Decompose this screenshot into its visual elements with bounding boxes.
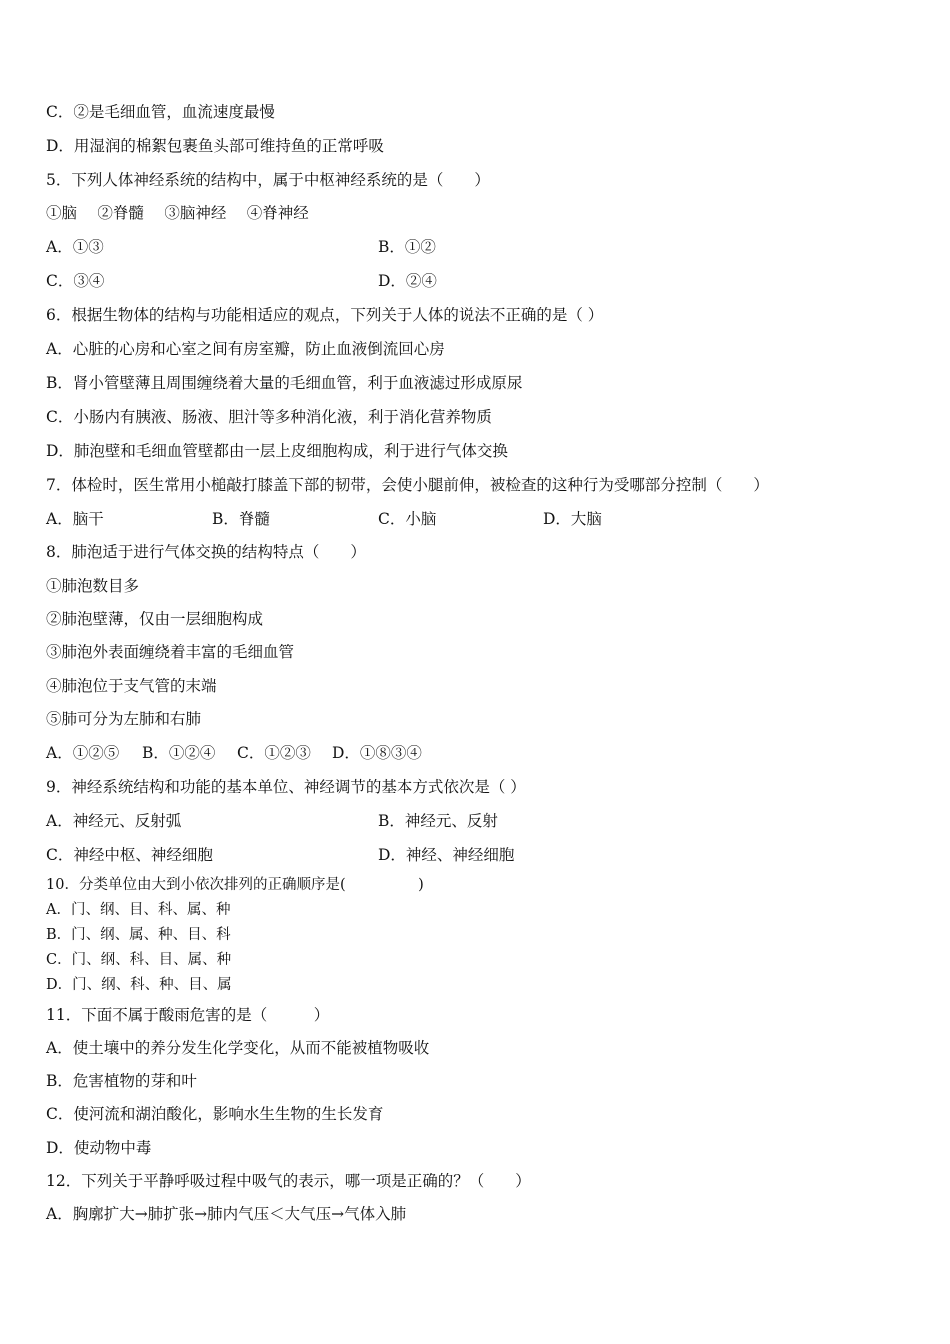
q6-option-c: C．小肠内有胰液、肠液、胆汁等多种消化液，利于消化营养物质 [46, 408, 492, 426]
q9-option-b: B．神经元、反射 [378, 812, 498, 830]
q10-option-c: C．门、纲、科、目、属、种 [46, 952, 232, 968]
q7-option-b: B．脊髓 [212, 510, 270, 528]
q8-option-c: C．①②③ [237, 744, 311, 762]
q5-option-c: C．③④ [46, 272, 105, 290]
question-9: 9．神经系统结构和功能的基本单位、神经调节的基本方式依次是（ ） [46, 778, 526, 796]
q9-option-c: C．神经中枢、神经细胞 [46, 846, 213, 864]
question-8: 8．肺泡适于进行气体交换的结构特点（ ） [46, 543, 366, 561]
question-10: 10．分类单位由大到小依次排列的正确顺序是( ) [46, 877, 424, 893]
q8-option-a: A．①②⑤ [46, 744, 120, 762]
q6-option-b: B．肾小管壁薄且周围缠绕着大量的毛细血管，利于血液滤过形成原尿 [46, 374, 523, 392]
question-7: 7．体检时，医生常用小槌敲打膝盖下部的韧带，会使小腿前伸，被检查的这种行为受哪部分控制（ ） [46, 476, 769, 494]
q4-option-d: D．用湿润的棉絮包裹鱼头部可维持鱼的正常呼吸 [46, 137, 384, 155]
q12-option-a: A．胸廓扩大→肺扩张→肺内气压＜大气压→气体入肺 [46, 1205, 407, 1223]
q7-option-d: D．大脑 [543, 510, 602, 528]
q5-option-a: A．①③ [46, 238, 104, 256]
question-11: 11．下面不属于酸雨危害的是（ ） [46, 1006, 330, 1024]
q8-option-b: B．①②④ [142, 744, 216, 762]
q11-option-b: B．危害植物的芽和叶 [46, 1072, 197, 1090]
q9-option-d: D．神经、神经细胞 [378, 846, 515, 864]
q8-option-d: D．①⑧③④ [332, 744, 422, 762]
question-12: 12．下列关于平静呼吸过程中吸气的表示，哪一项是正确的？（ ） [46, 1172, 531, 1190]
q8-item-4: ④肺泡位于支气管的末端 [46, 677, 217, 695]
q8-item-2: ②肺泡壁薄，仅由一层细胞构成 [46, 610, 264, 628]
q9-option-a: A．神经元、反射弧 [46, 812, 182, 830]
q10-option-d: D．门、纲、科、种、目、属 [46, 977, 232, 993]
q6-option-a: A．心脏的心房和心室之间有房室瓣，防止血液倒流回心房 [46, 340, 445, 358]
q5-option-b: B．①② [378, 238, 436, 256]
q5-option-d: D．②④ [378, 272, 437, 290]
question-5: 5．下列人体神经系统的结构中，属于中枢神经系统的是（ ） [46, 171, 490, 189]
q11-option-a: A．使土壤中的养分发生化学变化，从而不能被植物吸收 [46, 1039, 430, 1057]
q8-item-1: ①肺泡数目多 [46, 577, 140, 595]
q11-option-d: D．使动物中毒 [46, 1139, 152, 1157]
q5-items: ①脑 ②脊髓 ③脑神经 ④脊神经 [46, 204, 309, 222]
q8-item-5: ⑤肺可分为左肺和右肺 [46, 710, 202, 728]
q6-option-d: D．肺泡壁和毛细血管壁都由一层上皮细胞构成，利于进行气体交换 [46, 442, 508, 460]
q10-option-b: B．门、纲、属、种、目、科 [46, 927, 231, 943]
q7-option-a: A．脑干 [46, 510, 104, 528]
q4-option-c: C．②是毛细血管，血流速度最慢 [46, 103, 275, 121]
q10-option-a: A．门、纲、目、科、属、种 [46, 902, 231, 918]
question-6: 6．根据生物体的结构与功能相适应的观点，下列关于人体的说法不正确的是（ ） [46, 306, 604, 324]
q8-item-3: ③肺泡外表面缠绕着丰富的毛细血管 [46, 643, 295, 661]
q11-option-c: C．使河流和湖泊酸化，影响水生生物的生长发育 [46, 1105, 384, 1123]
q7-option-c: C．小脑 [378, 510, 437, 528]
